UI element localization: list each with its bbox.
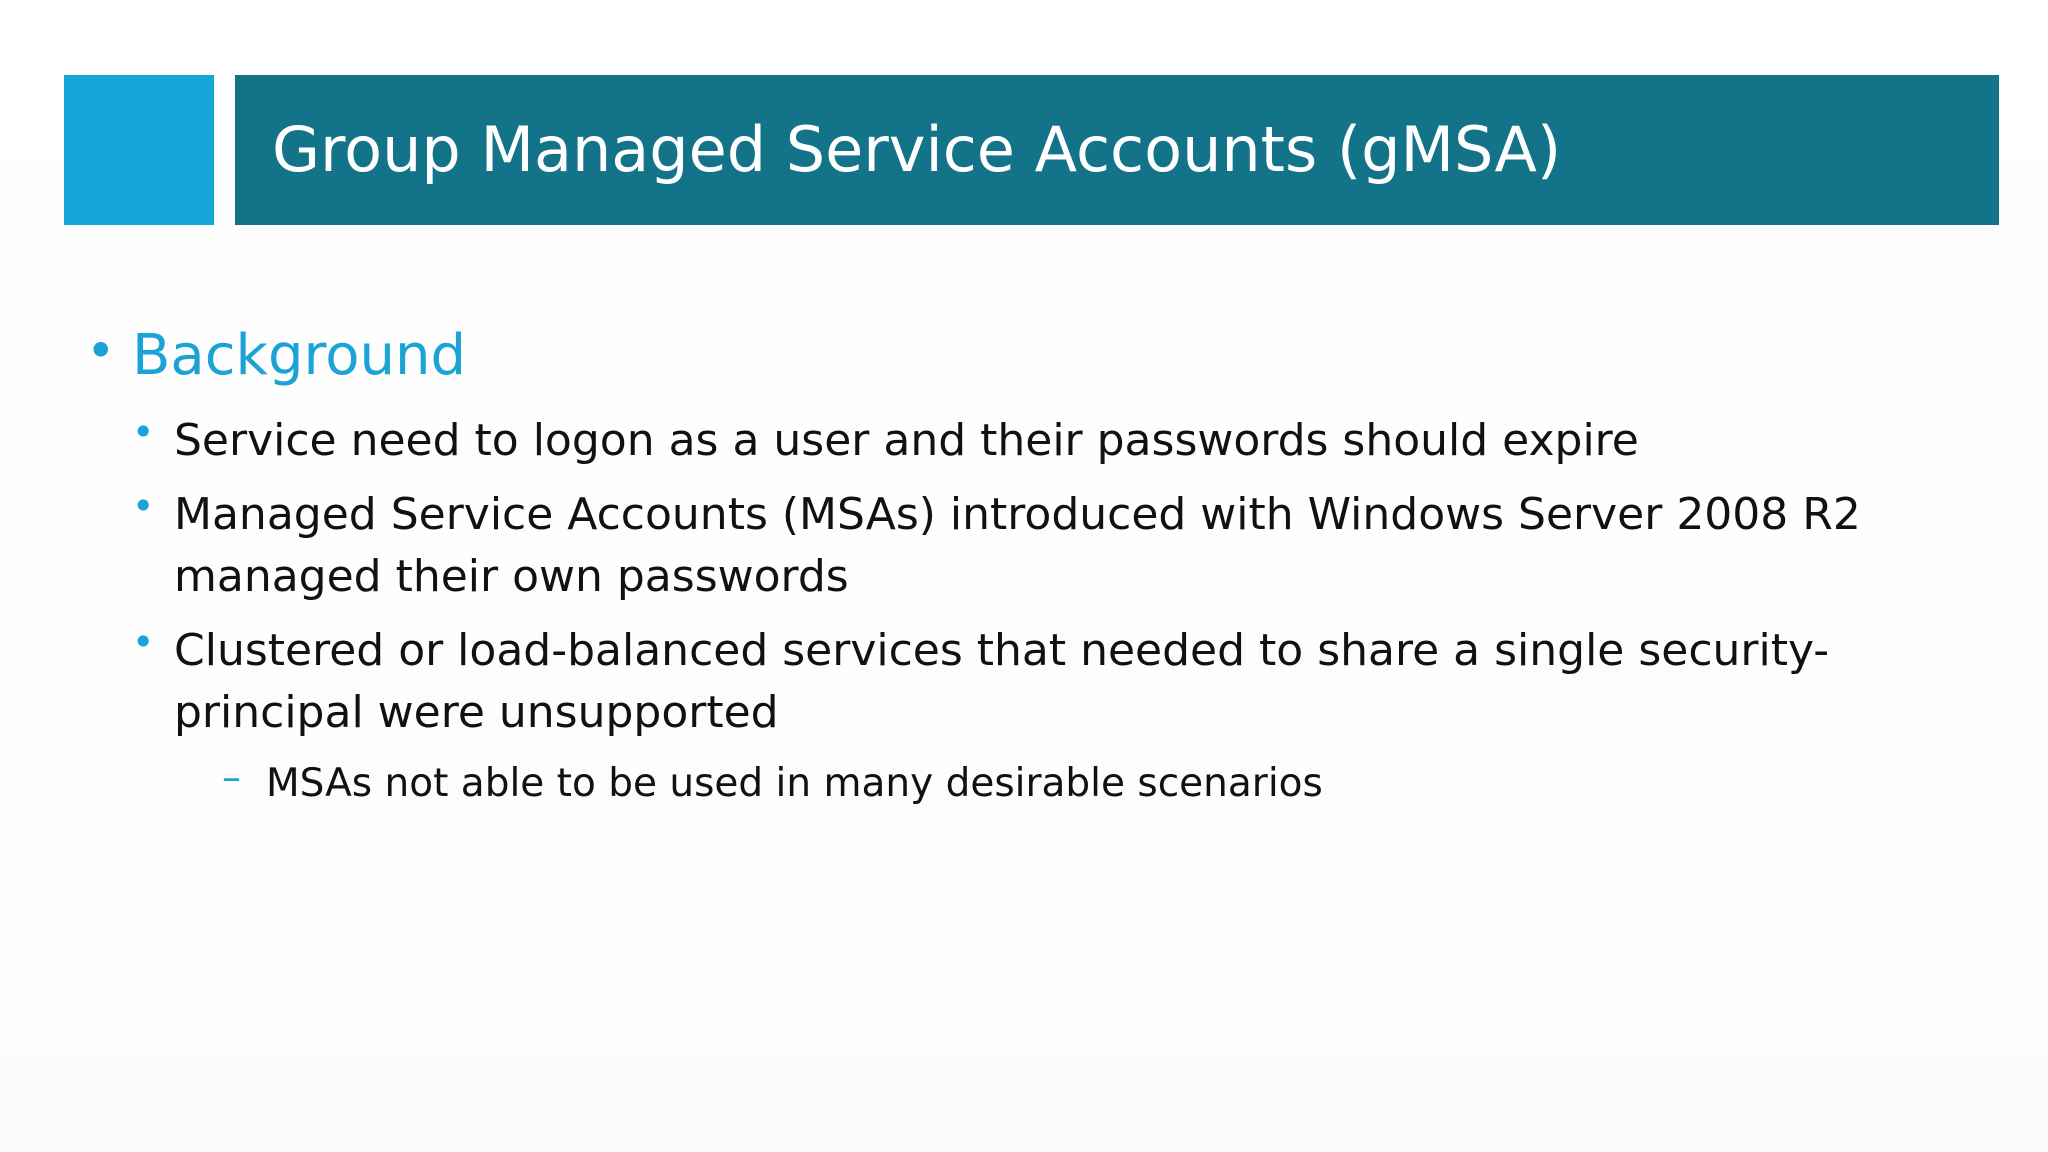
sub-bullet-item-text: MSAs not able to be used in many desirable scenarios bbox=[266, 761, 1323, 806]
bullet-item-line: managed their own passwords bbox=[174, 551, 849, 602]
bullet-dot-icon: • bbox=[132, 620, 155, 664]
bullet-dot-icon: • bbox=[86, 322, 116, 380]
bullet-dot-icon: • bbox=[132, 410, 155, 454]
bullet-item-line: Clustered or load-balanced services that needed to share a single security- bbox=[174, 625, 1830, 676]
dash-icon: – bbox=[222, 755, 241, 799]
bullet-item-text bbox=[174, 410, 1974, 472]
bullet-item-line: Service need to logon as a user and their passwords should expire bbox=[174, 415, 1639, 466]
title-accent-square bbox=[64, 75, 214, 225]
bullet-heading-text: Background bbox=[132, 323, 467, 388]
bullet-dot-icon: • bbox=[132, 484, 155, 528]
slide-title: Group Managed Service Accounts (gMSA) bbox=[272, 113, 1562, 186]
bullet-item-line: principal were unsupported bbox=[174, 687, 779, 738]
bullet-item-line: Managed Service Accounts (MSAs) introduced with Windows Server 2008 R2 bbox=[174, 489, 1861, 540]
title-bar bbox=[235, 75, 1999, 225]
bullet-item-text bbox=[174, 620, 1974, 744]
bullet-item-text bbox=[174, 484, 1974, 608]
